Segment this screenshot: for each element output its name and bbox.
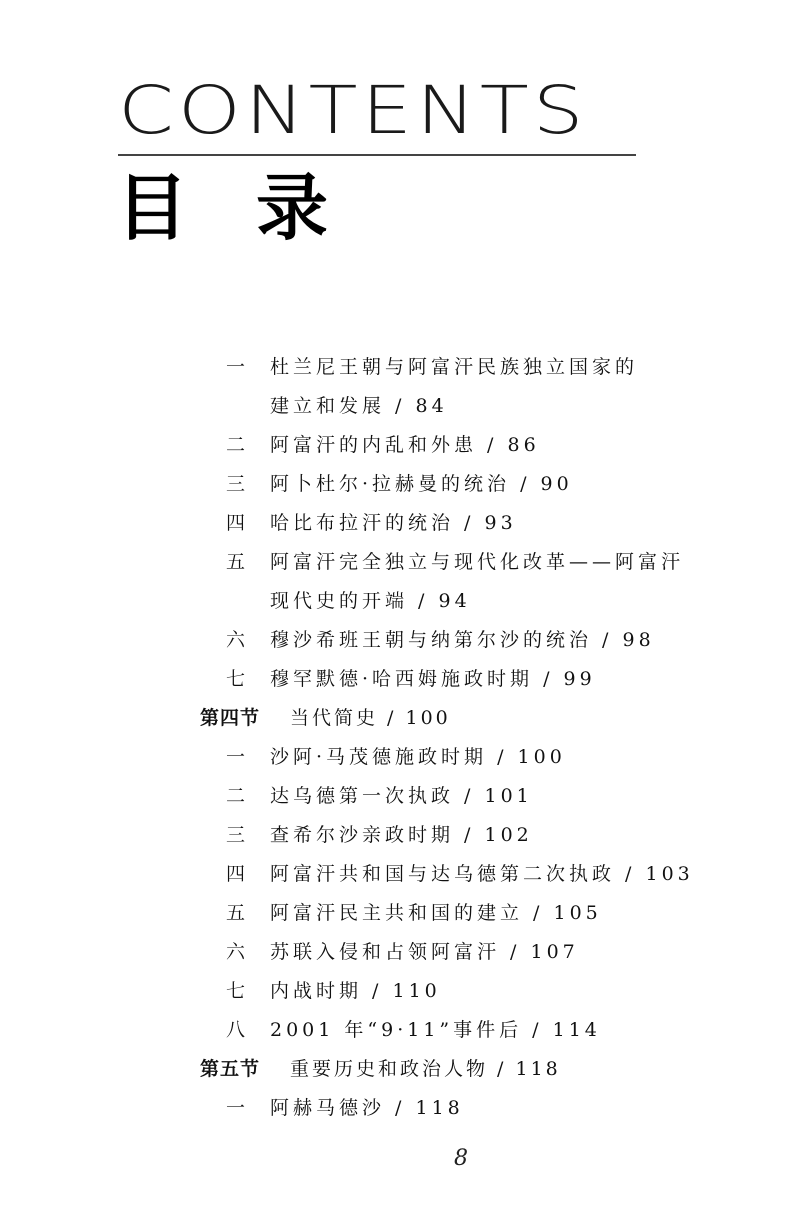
toc-entry-number: 三 xyxy=(226,473,250,495)
page-number: 8 xyxy=(454,1146,468,1171)
toc-entry-title: 内战时期 / 110 xyxy=(270,980,441,1002)
toc-section-label: 第四节 xyxy=(200,707,261,729)
toc-entry-title: 阿赫马德沙 / 118 xyxy=(270,1097,464,1119)
toc-entry-number: 五 xyxy=(226,902,250,924)
toc-entry-title: 苏联入侵和占领阿富汗 / 107 xyxy=(270,941,579,963)
toc-entry-number: 二 xyxy=(226,434,250,456)
toc-entry-title: 达乌德第一次执政 / 101 xyxy=(270,785,533,807)
toc-entry-number: 七 xyxy=(226,980,250,1002)
toc-entry-title: 建立和发展 / 84 xyxy=(270,395,448,417)
toc-entry-title: 哈比布拉汗的统治 / 93 xyxy=(270,512,517,534)
toc-entry-title: 杜兰尼王朝与阿富汗民族独立国家的 xyxy=(270,356,639,378)
toc-entry-number: 一 xyxy=(226,356,250,378)
toc-entry-title: 2001 年“9·11”事件后 / 114 xyxy=(270,1019,601,1041)
toc-section-title: 当代简史 / 100 xyxy=(290,707,451,729)
toc-entry-title: 阿富汗的内乱和外患 / 86 xyxy=(270,434,540,456)
toc-entry-title: 阿富汗共和国与达乌德第二次执政 / 103 xyxy=(270,863,694,885)
toc-entry-title: 阿富汗民主共和国的建立 / 105 xyxy=(270,902,602,924)
toc-entry-number: 二 xyxy=(226,785,250,807)
toc-entry-title: 现代史的开端 / 94 xyxy=(270,590,471,612)
toc-entry-number: 五 xyxy=(226,551,250,573)
toc-entry-number: 六 xyxy=(226,941,250,963)
toc-entry-title: 阿富汗完全独立与现代化改革——阿富汗 xyxy=(270,551,685,573)
toc-entry-title: 穆沙希班王朝与纳第尔沙的统治 / 98 xyxy=(270,629,655,651)
toc-entry-number: 四 xyxy=(226,512,250,534)
heading-divider xyxy=(118,154,636,156)
toc-entry-title: 穆罕默德·哈西姆施政时期 / 99 xyxy=(270,668,596,690)
toc-section-title: 重要历史和政治人物 / 118 xyxy=(290,1058,561,1080)
toc-entry-title: 查希尔沙亲政时期 / 102 xyxy=(270,824,533,846)
toc-entry-number: 六 xyxy=(226,629,250,651)
toc-entry-number: 一 xyxy=(226,746,250,768)
toc-entry-number: 四 xyxy=(226,863,250,885)
toc-entry-number: 七 xyxy=(226,668,250,690)
toc-entry-title: 沙阿·马茂德施政时期 / 100 xyxy=(270,746,566,768)
toc-entry-title: 阿卜杜尔·拉赫曼的统治 / 90 xyxy=(270,473,573,495)
contents-heading-chinese: 目录 xyxy=(116,166,397,250)
toc-entry-number: 一 xyxy=(226,1097,250,1119)
toc-section-label: 第五节 xyxy=(200,1058,261,1080)
contents-heading-english: CONTENTS xyxy=(118,72,588,149)
toc-entry-number: 八 xyxy=(226,1019,250,1041)
toc-entry-number: 三 xyxy=(226,824,250,846)
